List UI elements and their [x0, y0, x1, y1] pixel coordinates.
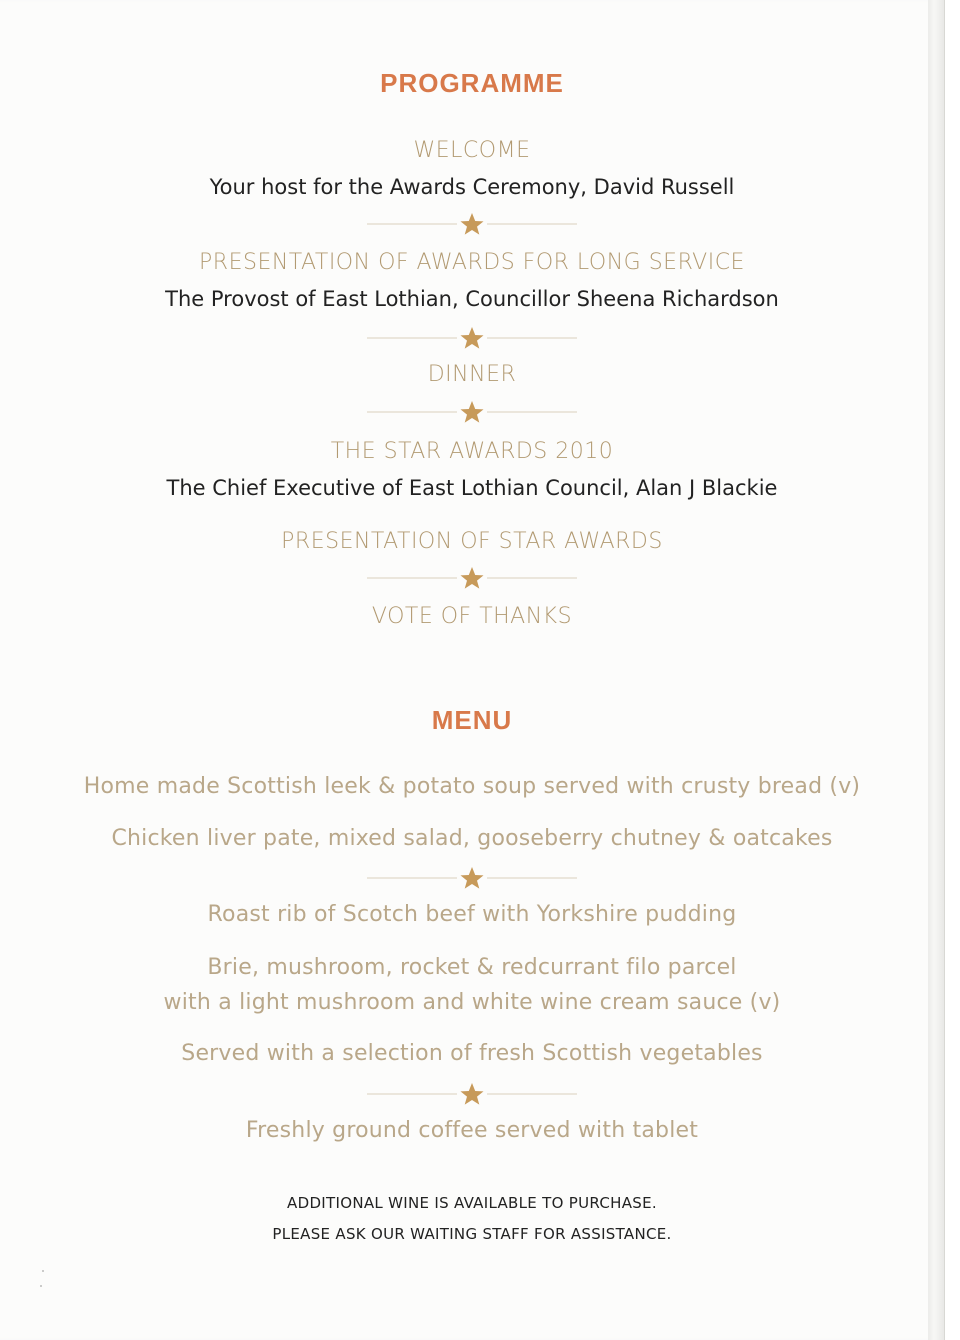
- menu-main-filo-parcel: Brie, mushroom, rocket & redcurrant filo parcel: [207, 955, 737, 980]
- star-divider-icon: [0, 1082, 944, 1106]
- programme-detail-welcome: Your host for the Awards Ceremony, David Russell: [209, 175, 735, 199]
- footer-wine-note: ADDITIONAL WINE IS AVAILABLE TO PURCHASE.: [287, 1194, 657, 1212]
- star-divider-icon: [0, 212, 944, 236]
- programme-heading-star-awards: THE STAR AWARDS 2010: [330, 439, 614, 464]
- programme-detail-long-service: The Provost of East Lothian, Councillor Sheena Richardson: [165, 287, 779, 311]
- programme-heading-dinner: DINNER: [427, 362, 517, 387]
- star-divider-icon: [0, 566, 944, 590]
- paper-speck: [42, 1270, 44, 1272]
- star-divider-icon: [0, 326, 944, 350]
- footer-assistance-note: PLEASE ASK OUR WAITING STAFF FOR ASSISTANCE.: [272, 1225, 672, 1243]
- menu-starter-soup: Home made Scottish leek & potato soup served with crusty bread (v): [83, 774, 861, 799]
- menu-title: MENU: [431, 705, 513, 735]
- programme-heading-presentation: PRESENTATION OF STAR AWARDS: [281, 529, 663, 554]
- menu-main-filo-sauce: with a light mushroom and white wine cream sauce (v): [163, 990, 781, 1015]
- star-divider-icon: [0, 866, 944, 890]
- programme-title: PROGRAMME: [380, 68, 564, 98]
- programme-heading-long-service: PRESENTATION OF AWARDS FOR LONG SERVICE: [199, 250, 745, 275]
- programme-detail-star-awards: The Chief Executive of East Lothian Council, Alan J Blackie: [166, 476, 778, 500]
- programme-heading-vote-of-thanks: VOTE OF THANKS: [371, 604, 573, 629]
- paper-speck: [40, 1285, 42, 1287]
- menu-main-beef: Roast rib of Scotch beef with Yorkshire pudding: [207, 902, 737, 927]
- menu-dessert-coffee: Freshly ground coffee served with tablet: [245, 1118, 699, 1143]
- programme-heading-welcome: WELCOME: [413, 138, 531, 163]
- menu-starter-pate: Chicken liver pate, mixed salad, gooseberry chutney & oatcakes: [111, 826, 833, 851]
- menu-main-vegetables: Served with a selection of fresh Scottish vegetables: [181, 1041, 763, 1066]
- star-divider-icon: [0, 400, 944, 424]
